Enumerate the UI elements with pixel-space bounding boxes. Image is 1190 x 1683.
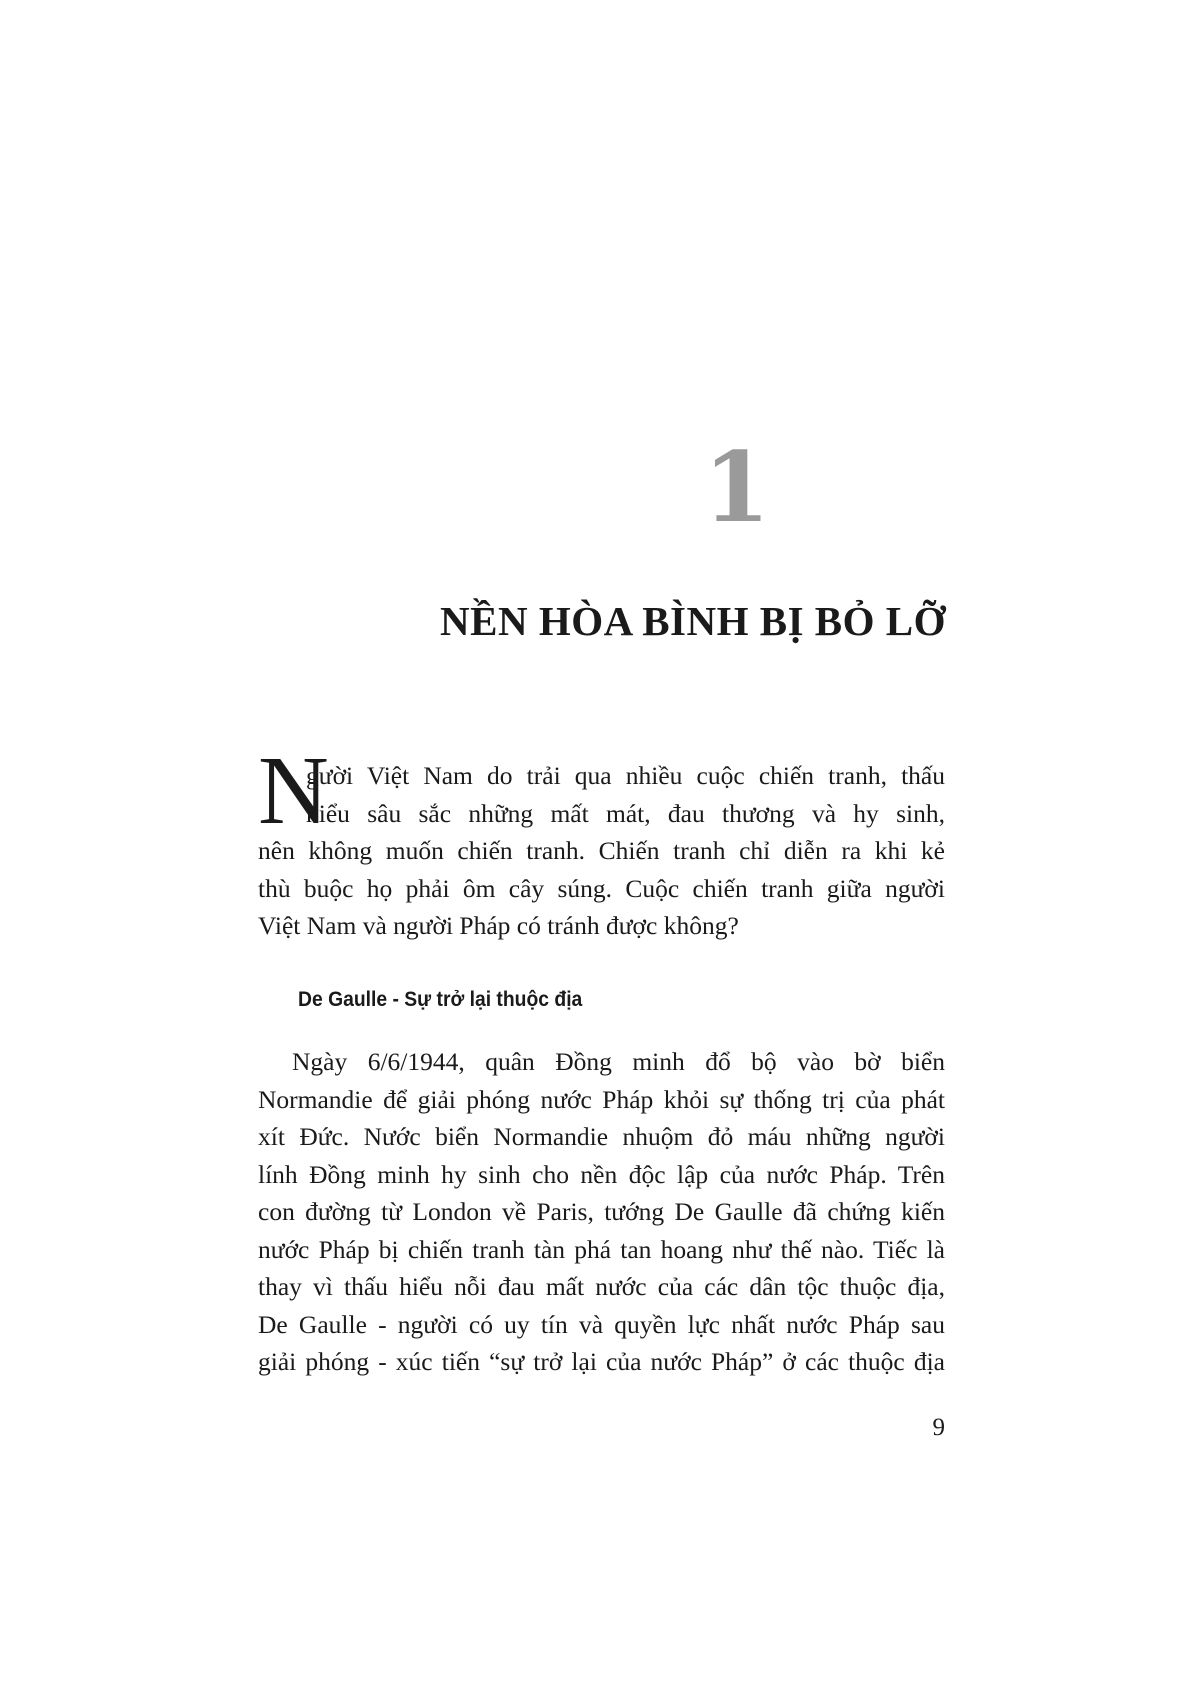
section-paragraph <box>258 1043 945 1381</box>
paragraph-line: lính Đồng minh hy sinh cho nền độc lập của nước Pháp. Trên <box>258 1159 945 1189</box>
chapter-number: 1 <box>703 431 770 544</box>
chapter-title: NỀN HÒA BÌNH BỊ BỎ LỠ <box>440 598 947 644</box>
paragraph-line: con đường từ London về Paris, tướng De Gaulle đã chứng kiến <box>258 1197 945 1226</box>
paragraph-line: De Gaulle - người có uy tín và quyền lực nhất nước Pháp sau <box>258 1309 945 1339</box>
paragraph-line: Normandie để giải phóng nước Pháp khỏi sự thống trị của phát <box>258 1084 945 1114</box>
page-number: 9 <box>932 1414 945 1441</box>
paragraph-line: nước Pháp bị chiến tranh tàn phá tan hoang như thế nào. Tiếc là <box>258 1234 945 1264</box>
intro-line: hiểu sâu sắc những mất mát, đau thương và hy sinh, <box>306 798 945 828</box>
paragraph-line: giải phóng - xúc tiến “sự trở lại của nước Pháp” ở các thuộc địa <box>258 1347 945 1376</box>
intro-line: nên không muốn chiến tranh. Chiến tranh chỉ diễn ra khi kẻ <box>258 836 945 865</box>
paragraph-line: xít Đức. Nước biển Normandie nhuộm đỏ máu những người <box>258 1122 945 1151</box>
paragraph-line: thay vì thấu hiểu nỗi đau mất nước của các dân tộc thuộc địa, <box>258 1272 945 1301</box>
intro-line: Việt Nam và người Pháp có tránh được không? <box>258 911 739 940</box>
intro-paragraph <box>258 757 945 945</box>
paragraph-line: Ngày 6/6/1944, quân Đồng minh đổ bộ vào bờ biển <box>292 1047 945 1076</box>
drop-cap: N <box>258 737 329 845</box>
intro-line: thù buộc họ phải ôm cây súng. Cuộc chiến tranh giữa người <box>258 873 945 903</box>
section-heading: De Gaulle - Sự trở lại thuộc địa <box>298 988 583 1011</box>
intro-line: gười Việt Nam do trải qua nhiều cuộc chiến tranh, thấu <box>306 761 945 790</box>
